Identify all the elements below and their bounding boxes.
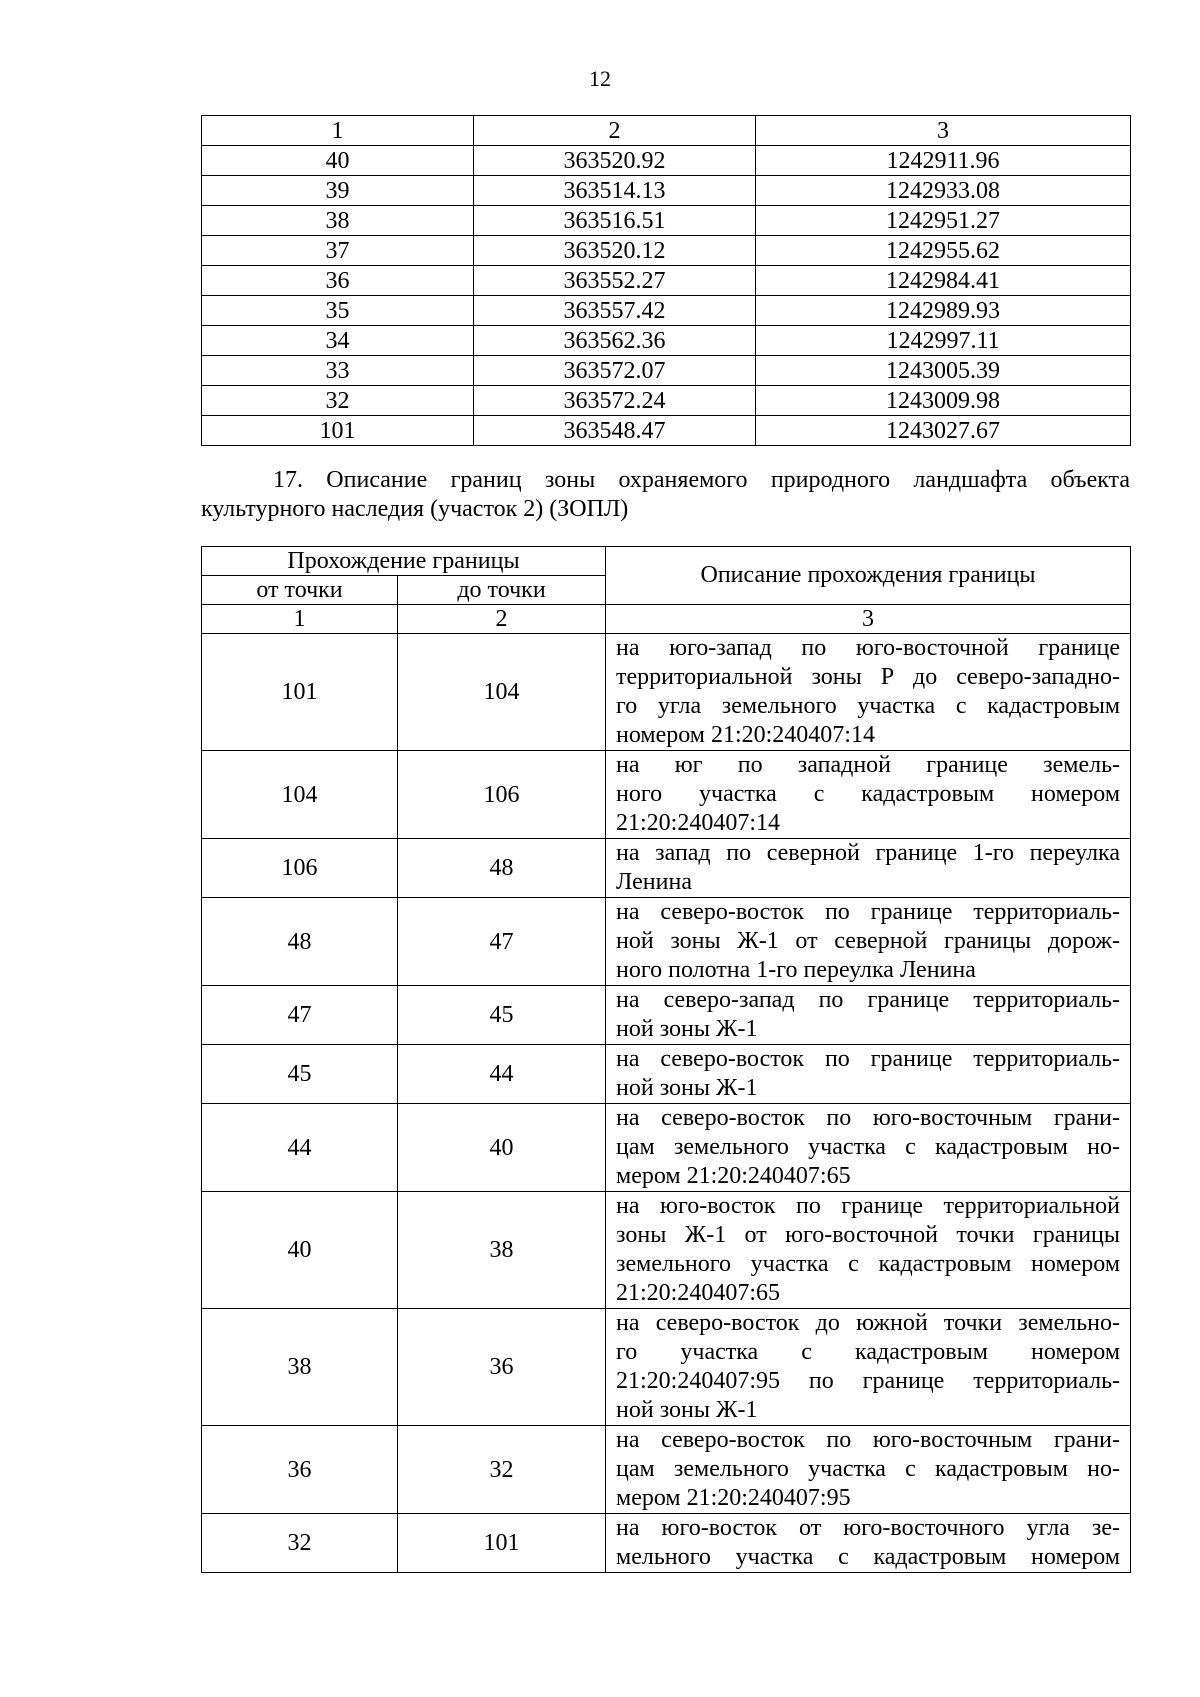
description-cell <box>606 634 1131 751</box>
x-coordinate-cell: 363516.51 <box>474 206 756 236</box>
y-coordinate-cell: 1242951.27 <box>756 206 1131 236</box>
table-row <box>202 416 1131 446</box>
table-row <box>202 356 1131 386</box>
point-number-cell: 101 <box>202 416 474 446</box>
description-cell <box>606 751 1131 839</box>
table-row <box>202 1514 1131 1573</box>
section-heading <box>201 466 1130 524</box>
from-point-cell: 44 <box>202 1104 398 1192</box>
x-coordinate-cell: 363572.07 <box>474 356 756 386</box>
description-cell <box>606 1192 1131 1309</box>
description-line: на северо-восток по границе территориаль- <box>616 899 1121 925</box>
description-line: 21:20:240407:95 по границе территориаль- <box>616 1368 1121 1394</box>
description-line: ной зоны Ж-1 от северной границы дорож- <box>616 928 1121 954</box>
description-line: ной зоны Ж-1 <box>616 1016 758 1042</box>
description-cell <box>606 1426 1131 1514</box>
from-point-cell: 104 <box>202 751 398 839</box>
from-point-cell: 32 <box>202 1514 398 1573</box>
point-number-cell: 33 <box>202 356 474 386</box>
table-row <box>202 176 1131 206</box>
table-row <box>202 266 1131 296</box>
table-row <box>202 1192 1131 1309</box>
from-point-cell: 40 <box>202 1192 398 1309</box>
description-cell <box>606 1104 1131 1192</box>
description-line: территориальной зоны Р до северо-западно- <box>616 664 1121 690</box>
table-row <box>202 839 1131 898</box>
x-coordinate-cell: 363548.47 <box>474 416 756 446</box>
description-line: на юго-запад по юго-восточной границе <box>616 635 1121 661</box>
table-row <box>202 146 1131 176</box>
to-point-cell: 47 <box>398 898 606 986</box>
coords-header-cell: 3 <box>756 116 1131 146</box>
description-line: го участка с кадастровым номером <box>616 1339 1121 1365</box>
description-cell <box>606 898 1131 986</box>
description-line: мером 21:20:240407:65 <box>616 1163 851 1189</box>
index-cell: 2 <box>398 605 606 634</box>
header-row-group <box>202 547 1131 576</box>
description-line: на северо-восток до южной точки земельно- <box>616 1310 1121 1336</box>
y-coordinate-cell: 1243005.39 <box>756 356 1131 386</box>
description-line: го угла земельного участка с кадастровым <box>616 693 1121 719</box>
description-cell <box>606 1514 1131 1573</box>
x-coordinate-cell: 363562.36 <box>474 326 756 356</box>
to-point-cell: 45 <box>398 986 606 1045</box>
description-line: зоны Ж-1 от юго-восточной точки границы <box>616 1222 1121 1248</box>
index-cell: 3 <box>606 605 1131 634</box>
description-line: на северо-восток по границе территориаль- <box>616 1046 1121 1072</box>
y-coordinate-cell: 1242911.96 <box>756 146 1131 176</box>
description-line: на северо-восток по юго-восточным грани- <box>616 1427 1121 1453</box>
from-point-header-cell: от точки <box>202 576 398 605</box>
description-line: ной зоны Ж-1 <box>616 1397 758 1423</box>
table-row <box>202 386 1131 416</box>
table-row <box>202 206 1131 236</box>
point-number-cell: 37 <box>202 236 474 266</box>
to-point-cell: 106 <box>398 751 606 839</box>
page-number: 12 <box>589 66 611 91</box>
table-row <box>202 986 1131 1045</box>
to-point-cell: 104 <box>398 634 606 751</box>
section-heading-text: 17. Описание границ зоны охраняемого природного ландшафта объекта культурного наследия (участок 2) (ЗОПЛ) <box>201 467 1130 522</box>
from-point-cell: 47 <box>202 986 398 1045</box>
to-point-cell: 48 <box>398 839 606 898</box>
y-coordinate-cell: 1242984.41 <box>756 266 1131 296</box>
to-point-cell: 38 <box>398 1192 606 1309</box>
y-coordinate-cell: 1242997.11 <box>756 326 1131 356</box>
description-line: на юг по западной границе земель- <box>616 752 1121 778</box>
point-number-cell: 39 <box>202 176 474 206</box>
coords-header-cell: 2 <box>474 116 756 146</box>
description-line: ного участка с кадастровым номером <box>616 781 1121 807</box>
index-row <box>202 605 1131 634</box>
table-row <box>202 296 1131 326</box>
table-row <box>202 1045 1131 1104</box>
x-coordinate-cell: 363552.27 <box>474 266 756 296</box>
to-point-cell: 44 <box>398 1045 606 1104</box>
x-coordinate-cell: 363514.13 <box>474 176 756 206</box>
to-point-cell: 32 <box>398 1426 606 1514</box>
to-point-cell: 101 <box>398 1514 606 1573</box>
from-point-cell: 106 <box>202 839 398 898</box>
description-line: мером 21:20:240407:95 <box>616 1485 851 1511</box>
from-point-cell: 45 <box>202 1045 398 1104</box>
table-row <box>202 1104 1131 1192</box>
description-cell <box>606 1309 1131 1426</box>
point-number-cell: 35 <box>202 296 474 326</box>
description-line: на северо-восток по юго-восточным грани- <box>616 1105 1121 1131</box>
description-line: земельного участка с кадастровым номером <box>616 1251 1121 1277</box>
coords-header-cell: 1 <box>202 116 474 146</box>
description-line: на запад по северной границе 1-го переулка <box>616 840 1121 866</box>
from-point-cell: 38 <box>202 1309 398 1426</box>
index-cell: 1 <box>202 605 398 634</box>
description-cell <box>606 1045 1131 1104</box>
y-coordinate-cell: 1242933.08 <box>756 176 1131 206</box>
group-header-cell: Прохождение границы <box>202 547 606 576</box>
table-row <box>202 1309 1131 1426</box>
description-line: цам земельного участка с кадастровым но- <box>616 1134 1121 1160</box>
description-line: 21:20:240407:14 <box>616 810 781 836</box>
point-number-cell: 38 <box>202 206 474 236</box>
description-line: мельного участка с кадастровым номером <box>616 1544 1121 1570</box>
table-row <box>202 326 1131 356</box>
to-point-cell: 36 <box>398 1309 606 1426</box>
table-row <box>202 634 1131 751</box>
description-line: на юго-восток от юго-восточного угла зе- <box>616 1515 1121 1541</box>
y-coordinate-cell: 1242989.93 <box>756 296 1131 326</box>
y-coordinate-cell: 1243009.98 <box>756 386 1131 416</box>
description-line: на юго-восток по границе территориальной <box>616 1193 1121 1219</box>
description-cell <box>606 986 1131 1045</box>
description-line: 21:20:240407:65 <box>616 1280 781 1306</box>
description-line: Ленина <box>616 869 692 895</box>
table-row <box>202 236 1131 266</box>
x-coordinate-cell: 363520.92 <box>474 146 756 176</box>
point-number-cell: 36 <box>202 266 474 296</box>
from-point-cell: 48 <box>202 898 398 986</box>
x-coordinate-cell: 363557.42 <box>474 296 756 326</box>
coordinates-table <box>201 115 1131 446</box>
from-point-cell: 101 <box>202 634 398 751</box>
description-cell <box>606 839 1131 898</box>
x-coordinate-cell: 363572.24 <box>474 386 756 416</box>
to-point-cell: 40 <box>398 1104 606 1192</box>
point-number-cell: 34 <box>202 326 474 356</box>
coords-header-row <box>202 116 1131 146</box>
table-row <box>202 898 1131 986</box>
point-number-cell: 40 <box>202 146 474 176</box>
description-header-cell: Описание прохождения границы <box>606 547 1131 605</box>
table-row <box>202 751 1131 839</box>
description-line: на северо-запад по границе территориаль- <box>616 987 1121 1013</box>
to-point-header-cell: до точки <box>398 576 606 605</box>
x-coordinate-cell: 363520.12 <box>474 236 756 266</box>
description-line: ной зоны Ж-1 <box>616 1075 758 1101</box>
description-line: ного полотна 1-го переулка Ленина <box>616 957 976 983</box>
y-coordinate-cell: 1242955.62 <box>756 236 1131 266</box>
description-line: цам земельного участка с кадастровым но- <box>616 1456 1121 1482</box>
description-line: номером 21:20:240407:14 <box>616 722 875 748</box>
boundary-description-table <box>201 546 1131 1573</box>
table-row <box>202 1426 1131 1514</box>
point-number-cell: 32 <box>202 386 474 416</box>
y-coordinate-cell: 1243027.67 <box>756 416 1131 446</box>
from-point-cell: 36 <box>202 1426 398 1514</box>
